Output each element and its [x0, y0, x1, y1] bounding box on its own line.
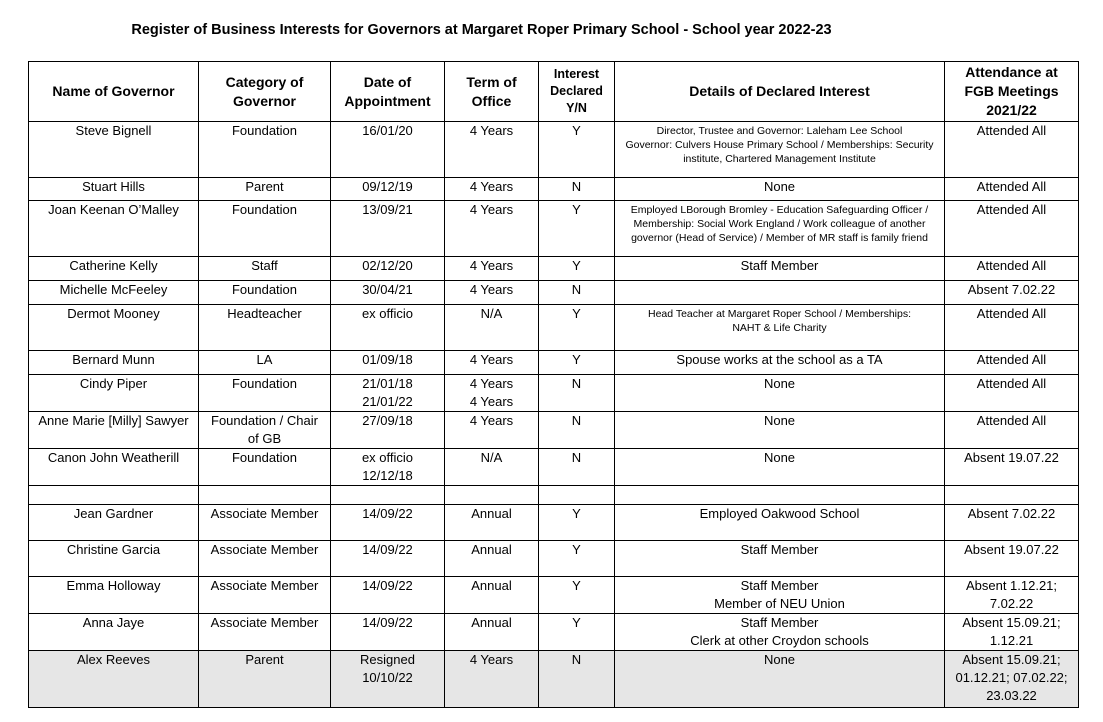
category-cell — [199, 178, 331, 201]
attendance-cell — [945, 122, 1079, 178]
attendance-cell-line: 23.03.22 — [986, 688, 1037, 703]
term-cell — [445, 281, 539, 305]
appointment-date-cell — [331, 305, 445, 351]
attendance-cell-line: Absent 7.02.22 — [967, 506, 1056, 521]
details-cell-line: Spouse works at the school as a TA — [676, 352, 883, 367]
details-cell — [615, 178, 945, 201]
governor-name-cell: Stuart Hills — [29, 178, 199, 201]
category-cell-line: Foundation — [231, 450, 298, 465]
term-cell-line: Annual — [471, 578, 512, 593]
details-cell — [615, 541, 945, 577]
term-cell — [445, 178, 539, 201]
appointment-date-cell — [331, 505, 445, 541]
term-cell-line: 4 Years — [469, 179, 514, 194]
header-name: Name of Governor — [29, 62, 199, 122]
term-cell — [445, 541, 539, 577]
attendance-cell-line: Attended All — [976, 179, 1047, 194]
attendance-cell-line: Attended All — [976, 352, 1047, 367]
header-term — [445, 62, 539, 122]
category-cell — [199, 412, 331, 449]
details-cell-line: Staff Member — [740, 542, 819, 557]
governor-name-cell: Christine Garcia — [29, 541, 199, 577]
attendance-cell-line: Attended All — [976, 306, 1047, 321]
appointment-date-cell-line: 21/01/18 — [362, 376, 413, 391]
category-cell — [199, 281, 331, 305]
appointment-date-cell — [331, 178, 445, 201]
attendance-cell-line: Absent 19.07.22 — [964, 542, 1059, 557]
table-row — [29, 449, 1079, 486]
category-cell-line: Foundation / Chair — [211, 413, 318, 428]
appointment-date-cell-line: 09/12/19 — [362, 179, 413, 194]
header-date-line: Appointment — [344, 92, 431, 109]
details-cell — [615, 449, 945, 486]
category-cell-line: Foundation — [231, 123, 298, 138]
category-cell — [199, 201, 331, 257]
appointment-date-cell-line: 02/12/20 — [362, 258, 413, 273]
attendance-cell — [945, 449, 1079, 486]
attendance-cell-line: Absent 15.09.21; — [962, 615, 1061, 630]
interest-declared-cell: N — [539, 281, 615, 305]
details-cell-line: institute, Chartered Management Institute — [683, 153, 876, 165]
term-cell — [445, 449, 539, 486]
details-cell — [615, 577, 945, 614]
details-cell-line: None — [763, 652, 796, 667]
table-row — [29, 351, 1079, 375]
appointment-date-cell-line: 10/10/22 — [362, 670, 413, 685]
interest-declared-cell: N — [539, 412, 615, 449]
attendance-cell — [945, 541, 1079, 577]
attendance-cell-line: Attended All — [976, 202, 1047, 217]
appointment-date-cell-line: 30/04/21 — [362, 282, 413, 297]
interest-declared-cell: Y — [539, 122, 615, 178]
details-cell — [615, 281, 945, 305]
governor-name-cell: Alex Reeves — [29, 651, 199, 708]
attendance-cell-line: Attended All — [976, 376, 1047, 391]
term-cell — [445, 614, 539, 651]
category-cell-line: of GB — [247, 431, 282, 446]
interest-declared-cell — [539, 486, 615, 505]
details-cell-line: governor (Head of Service) / Member of MR staff is family friend — [631, 232, 928, 244]
details-cell — [615, 486, 945, 505]
details-cell-line: Staff Member — [740, 615, 819, 630]
details-cell — [615, 651, 945, 708]
governor-name-cell: Catherine Kelly — [29, 257, 199, 281]
details-cell-line: Staff Member — [740, 258, 819, 273]
category-cell-line: Associate Member — [210, 542, 319, 557]
details-cell-line: None — [763, 413, 796, 428]
term-cell — [445, 486, 539, 505]
attendance-cell-line: 7.02.22 — [989, 596, 1034, 611]
header-attendance-line: 2021/22 — [986, 102, 1037, 118]
category-cell-line: Foundation — [231, 202, 298, 217]
interest-declared-cell: N — [539, 651, 615, 708]
governor-name-cell — [29, 486, 199, 505]
interest-declared-cell: Y — [539, 351, 615, 375]
table-row — [29, 412, 1079, 449]
appointment-date-cell-line: 01/09/18 — [362, 352, 413, 367]
category-cell-line: Parent — [245, 652, 284, 667]
appointment-date-cell-line: 16/01/20 — [362, 123, 413, 138]
term-cell-line: 4 Years — [469, 202, 514, 217]
category-cell-line: LA — [256, 352, 273, 367]
details-cell-line: Governor: Culvers House Primary School / Memberships: Security — [625, 139, 934, 151]
interest-declared-cell: N — [539, 375, 615, 412]
governor-name-cell: Cindy Piper — [29, 375, 199, 412]
attendance-cell — [945, 305, 1079, 351]
interest-declared-cell: N — [539, 178, 615, 201]
term-cell — [445, 375, 539, 412]
details-cell — [615, 614, 945, 651]
table-row — [29, 505, 1079, 541]
governor-name-cell: Canon John Weatherill — [29, 449, 199, 486]
table-row — [29, 122, 1079, 178]
interest-declared-cell: Y — [539, 505, 615, 541]
appointment-date-cell-line: 14/09/22 — [362, 506, 413, 521]
category-cell — [199, 449, 331, 486]
header-category-line: Category of — [225, 73, 304, 90]
appointment-date-cell-line: 14/09/22 — [362, 542, 413, 557]
appointment-date-cell — [331, 122, 445, 178]
attendance-cell — [945, 614, 1079, 651]
appointment-date-cell — [331, 257, 445, 281]
appointment-date-cell-line: 13/09/21 — [362, 202, 413, 217]
header-row — [29, 62, 1079, 122]
governor-name-cell: Steve Bignell — [29, 122, 199, 178]
interest-declared-cell: N — [539, 449, 615, 486]
header-attendance-line: Attendance at — [965, 64, 1058, 80]
appointment-date-cell — [331, 614, 445, 651]
attendance-cell-line: Attended All — [976, 258, 1047, 273]
term-cell — [445, 257, 539, 281]
details-cell-line: None — [763, 450, 796, 465]
details-cell-line: Employed LBorough Bromley - Education Safeguarding Officer / — [630, 204, 929, 216]
category-cell — [199, 375, 331, 412]
term-cell — [445, 122, 539, 178]
header-term-line: Term of — [466, 73, 517, 90]
term-cell-line: 4 Years — [469, 652, 514, 667]
category-cell — [199, 541, 331, 577]
details-cell-line: Membership: Social Work England / Work colleague of another — [633, 218, 926, 230]
category-cell-line: Associate Member — [210, 578, 319, 593]
appointment-date-cell — [331, 486, 445, 505]
category-cell-line: Foundation — [231, 376, 298, 391]
term-cell-line: 4 Years — [469, 413, 514, 428]
category-cell — [199, 486, 331, 505]
attendance-cell-line: Absent 15.09.21; — [962, 652, 1061, 667]
attendance-cell — [945, 505, 1079, 541]
interest-declared-cell: Y — [539, 577, 615, 614]
attendance-cell — [945, 257, 1079, 281]
interest-declared-cell: Y — [539, 541, 615, 577]
appointment-date-cell-line: 21/01/22 — [362, 394, 413, 409]
table-row — [29, 486, 1079, 505]
appointment-date-cell — [331, 281, 445, 305]
term-cell — [445, 505, 539, 541]
category-cell-line: Headteacher — [227, 306, 302, 321]
attendance-cell — [945, 375, 1079, 412]
governor-name-cell: Michelle McFeeley — [29, 281, 199, 305]
appointment-date-cell — [331, 651, 445, 708]
interest-declared-cell: Y — [539, 201, 615, 257]
details-cell-line: None — [763, 179, 796, 194]
appointment-date-cell — [331, 375, 445, 412]
term-cell — [445, 305, 539, 351]
appointment-date-cell — [331, 201, 445, 257]
table-row — [29, 541, 1079, 577]
details-cell-line: Clerk at other Croydon schools — [690, 633, 869, 648]
governor-interests-table — [28, 61, 1079, 708]
attendance-cell-line: 1.12.21 — [989, 633, 1034, 648]
details-cell-line: Employed Oakwood School — [699, 506, 860, 521]
attendance-cell — [945, 178, 1079, 201]
category-cell — [199, 122, 331, 178]
header-date — [331, 62, 445, 122]
appointment-date-cell-line: 12/12/18 — [362, 468, 413, 483]
appointment-date-cell-line: Resigned — [360, 652, 415, 667]
term-cell-line: Annual — [471, 615, 512, 630]
category-cell-line: Staff — [251, 258, 278, 273]
category-cell-line: Foundation — [231, 282, 298, 297]
attendance-cell-line: Absent 1.12.21; — [965, 578, 1058, 593]
appointment-date-cell — [331, 449, 445, 486]
table-row — [29, 577, 1079, 614]
attendance-cell-line: Absent 7.02.22 — [967, 282, 1056, 297]
table-row — [29, 178, 1079, 201]
header-interest-line: Y/N — [566, 101, 587, 115]
attendance-cell — [945, 651, 1079, 708]
attendance-cell — [945, 351, 1079, 375]
term-cell-line: N/A — [480, 306, 503, 321]
details-cell — [615, 505, 945, 541]
category-cell — [199, 614, 331, 651]
header-interest — [539, 62, 615, 122]
header-attendance-line: FGB Meetings — [964, 83, 1059, 99]
term-cell-line: Annual — [471, 542, 512, 557]
appointment-date-cell-line: ex officio — [361, 450, 414, 465]
interest-declared-cell: Y — [539, 305, 615, 351]
details-cell-line: None — [763, 376, 796, 391]
interest-declared-cell: Y — [539, 257, 615, 281]
appointment-date-cell-line: 14/09/22 — [362, 578, 413, 593]
term-cell-line: N/A — [480, 450, 503, 465]
category-cell — [199, 305, 331, 351]
attendance-cell-line: Attended All — [976, 413, 1047, 428]
category-cell — [199, 651, 331, 708]
table-body — [29, 122, 1079, 708]
governor-name-cell: Anne Marie [Milly] Sawyer — [29, 412, 199, 449]
table-row — [29, 375, 1079, 412]
details-cell — [615, 375, 945, 412]
table-row — [29, 614, 1079, 651]
attendance-cell-line: Attended All — [976, 123, 1047, 138]
term-cell — [445, 651, 539, 708]
table-row — [29, 201, 1079, 257]
details-cell-line: Director, Trustee and Governor: Laleham Lee School — [656, 125, 903, 137]
term-cell-line: 4 Years — [469, 352, 514, 367]
details-cell — [615, 305, 945, 351]
category-cell — [199, 351, 331, 375]
details-cell-line: Staff Member — [740, 578, 819, 593]
category-cell-line: Associate Member — [210, 506, 319, 521]
term-cell-line: 4 Years — [469, 123, 514, 138]
attendance-cell — [945, 577, 1079, 614]
term-cell — [445, 577, 539, 614]
details-cell — [615, 412, 945, 449]
details-cell-line: Head Teacher at Margaret Roper School / Memberships: — [647, 308, 912, 320]
governor-name-cell: Joan Keenan O’Malley — [29, 201, 199, 257]
governor-name-cell: Jean Gardner — [29, 505, 199, 541]
details-cell-line: Member of NEU Union — [714, 596, 845, 611]
term-cell-line: 4 Years — [469, 376, 514, 391]
term-cell — [445, 412, 539, 449]
appointment-date-cell-line: 27/09/18 — [362, 413, 413, 428]
attendance-cell — [945, 201, 1079, 257]
details-cell — [615, 201, 945, 257]
term-cell-line: 4 Years — [469, 394, 514, 409]
interest-declared-cell: Y — [539, 614, 615, 651]
category-cell — [199, 577, 331, 614]
governor-name-cell: Anna Jaye — [29, 614, 199, 651]
header-term-line: Office — [471, 92, 512, 109]
term-cell — [445, 351, 539, 375]
appointment-date-cell-line: 14/09/22 — [362, 615, 413, 630]
details-cell-line: NAHT & Life Charity — [732, 322, 827, 334]
header-category-line: Governor — [232, 92, 296, 109]
category-cell-line: Associate Member — [210, 615, 319, 630]
term-cell-line: 4 Years — [469, 258, 514, 273]
category-cell-line: Parent — [245, 179, 284, 194]
attendance-cell — [945, 412, 1079, 449]
term-cell-line: 4 Years — [469, 282, 514, 297]
category-cell — [199, 257, 331, 281]
appointment-date-cell — [331, 351, 445, 375]
term-cell — [445, 201, 539, 257]
details-cell — [615, 351, 945, 375]
details-cell — [615, 257, 945, 281]
table-row — [29, 305, 1079, 351]
table-row — [29, 257, 1079, 281]
appointment-date-cell — [331, 541, 445, 577]
appointment-date-cell — [331, 412, 445, 449]
attendance-cell — [945, 486, 1079, 505]
governor-name-cell: Dermot Mooney — [29, 305, 199, 351]
header-interest-line: Declared — [550, 84, 603, 98]
governor-name-cell: Emma Holloway — [29, 577, 199, 614]
header-interest-line: Interest — [553, 67, 600, 81]
governor-name-cell: Bernard Munn — [29, 351, 199, 375]
appointment-date-cell-line: ex officio — [361, 306, 414, 321]
attendance-cell-line: Absent 19.07.22 — [964, 450, 1059, 465]
header-date-line: Date of — [363, 73, 412, 90]
table-row — [29, 651, 1079, 708]
term-cell-line: Annual — [471, 506, 512, 521]
details-cell — [615, 122, 945, 178]
attendance-cell-line: 01.12.21; 07.02.22; — [955, 670, 1068, 685]
category-cell — [199, 505, 331, 541]
attendance-cell — [945, 281, 1079, 305]
appointment-date-cell — [331, 577, 445, 614]
document-title: Register of Business Interests for Governors at Margaret Roper Primary School - School year 2022-23 — [131, 22, 832, 38]
header-details: Details of Declared Interest — [615, 62, 945, 122]
table-row — [29, 281, 1079, 305]
header-category — [199, 62, 331, 122]
header-attendance — [945, 62, 1079, 122]
